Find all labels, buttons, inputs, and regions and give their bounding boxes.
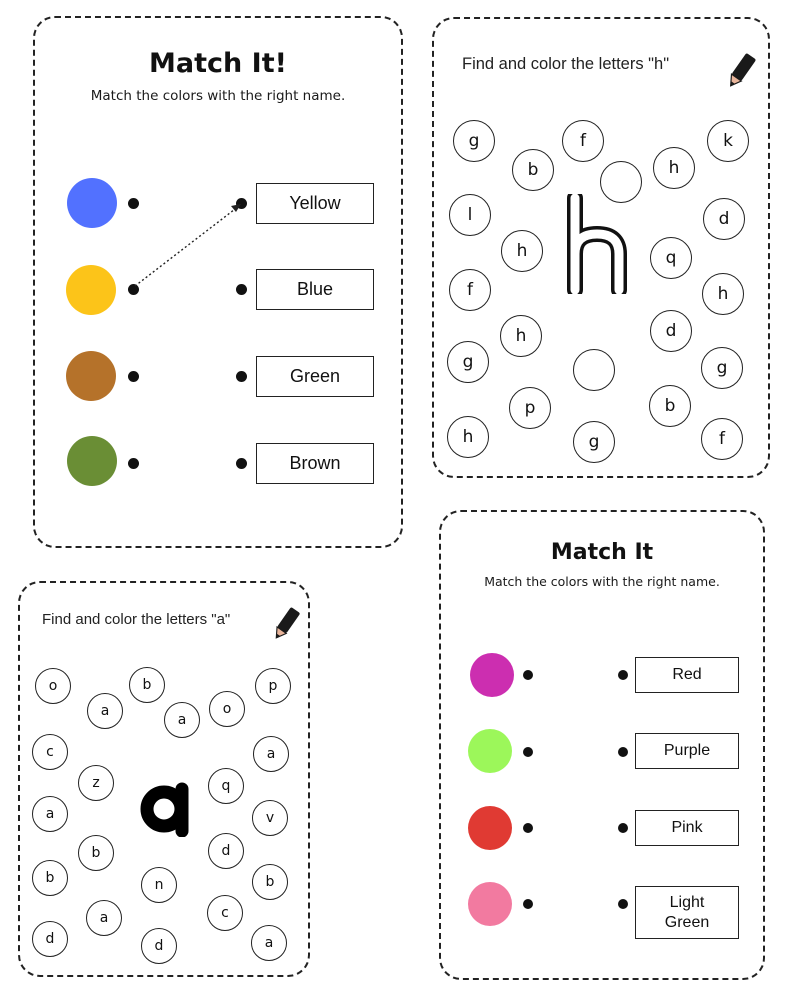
brown-swatch[interactable] [66,351,116,401]
letter-bubble[interactable]: h [501,230,543,272]
find-a-heading: Find and color the letters "a" [42,611,231,628]
left-dot[interactable] [128,371,139,382]
letter-bubble[interactable]: b [512,149,554,191]
find-h-heading: Find and color the letters "h" [462,55,670,73]
letter-bubble[interactable]: o [35,668,71,704]
color-name-box[interactable]: Yellow [256,183,374,224]
yellow-swatch[interactable] [66,265,116,315]
blue-swatch[interactable] [67,178,117,228]
letter-bubble[interactable]: q [650,237,692,279]
letter-bubble[interactable]: b [649,385,691,427]
color-name-box[interactable]: Purple [635,733,739,769]
letter-bubble[interactable] [573,349,615,391]
right-dot[interactable] [618,823,628,833]
pencil-icon [724,51,758,91]
letter-bubble[interactable]: d [208,833,244,869]
letter-bubble[interactable]: a [32,796,68,832]
letter-bubble[interactable]: q [208,768,244,804]
color-name-box[interactable]: Red [635,657,739,693]
right-dot[interactable] [618,747,628,757]
left-dot[interactable] [523,670,533,680]
match-card-1 [33,16,403,548]
letter-bubble[interactable]: a [253,736,289,772]
match-card-1-title: Match It! [149,48,287,79]
letter-bubble[interactable]: k [707,120,749,162]
letter-bubble[interactable]: h [702,273,744,315]
letter-bubble[interactable]: o [209,691,245,727]
letter-bubble[interactable]: d [141,928,177,964]
letter-bubble[interactable]: f [701,418,743,460]
letter-bubble[interactable]: z [78,765,114,801]
letter-bubble[interactable]: a [87,693,123,729]
letter-bubble[interactable]: h [500,315,542,357]
color-name-box[interactable]: Pink [635,810,739,846]
letter-bubble[interactable]: a [86,900,122,936]
letter-bubble[interactable]: a [164,702,200,738]
bold-letter-a [140,775,196,837]
match-card-2-subtitle: Match the colors with the right name. [484,574,720,589]
left-dot[interactable] [128,284,139,295]
letter-bubble[interactable]: b [129,667,165,703]
color-name-box[interactable]: Brown [256,443,374,484]
color-name-box[interactable]: Blue [256,269,374,310]
match-card-2-title: Match It [550,540,654,565]
letter-bubble[interactable]: f [449,269,491,311]
letter-bubble[interactable]: g [447,341,489,383]
letter-bubble[interactable]: v [252,800,288,836]
light-green-swatch[interactable] [468,729,512,773]
letter-bubble[interactable]: h [653,147,695,189]
match-card-2 [439,510,765,980]
color-name-box[interactable]: Green [256,356,374,397]
red-swatch[interactable] [468,806,512,850]
letter-bubble[interactable] [600,161,642,203]
left-dot[interactable] [128,458,139,469]
letter-bubble[interactable]: f [562,120,604,162]
letter-bubble[interactable]: b [78,835,114,871]
letter-bubble[interactable]: g [453,120,495,162]
right-dot[interactable] [236,458,247,469]
left-dot[interactable] [523,899,533,909]
right-dot[interactable] [236,284,247,295]
letter-bubble[interactable]: d [703,198,745,240]
letter-bubble[interactable]: c [32,734,68,770]
letter-bubble[interactable]: p [255,668,291,704]
color-name-box[interactable]: Light Green [635,886,739,939]
green-swatch[interactable] [67,436,117,486]
left-dot[interactable] [128,198,139,209]
find-h-big-letter [567,194,627,298]
letter-bubble[interactable]: c [207,895,243,931]
pencil-icon [270,605,302,643]
outlined-letter-h [567,194,627,294]
left-dot[interactable] [523,747,533,757]
letter-bubble[interactable]: d [32,921,68,957]
letter-bubble[interactable]: g [701,347,743,389]
find-a-card [18,581,310,977]
pink-swatch[interactable] [468,882,512,926]
right-dot[interactable] [236,198,247,209]
magenta-swatch[interactable] [470,653,514,697]
letter-bubble[interactable]: b [252,864,288,900]
match-card-1-subtitle: Match the colors with the right name. [90,88,346,104]
letter-bubble[interactable]: n [141,867,177,903]
letter-bubble[interactable]: a [251,925,287,961]
letter-bubble[interactable]: g [573,421,615,463]
letter-bubble[interactable]: b [32,860,68,896]
left-dot[interactable] [523,823,533,833]
find-a-big-letter [140,775,196,841]
right-dot[interactable] [618,899,628,909]
right-dot[interactable] [618,670,628,680]
letter-bubble[interactable]: l [449,194,491,236]
letter-bubble[interactable]: h [447,416,489,458]
find-h-card [432,17,770,478]
letter-bubble[interactable]: p [509,387,551,429]
right-dot[interactable] [236,371,247,382]
letter-bubble[interactable]: d [650,310,692,352]
